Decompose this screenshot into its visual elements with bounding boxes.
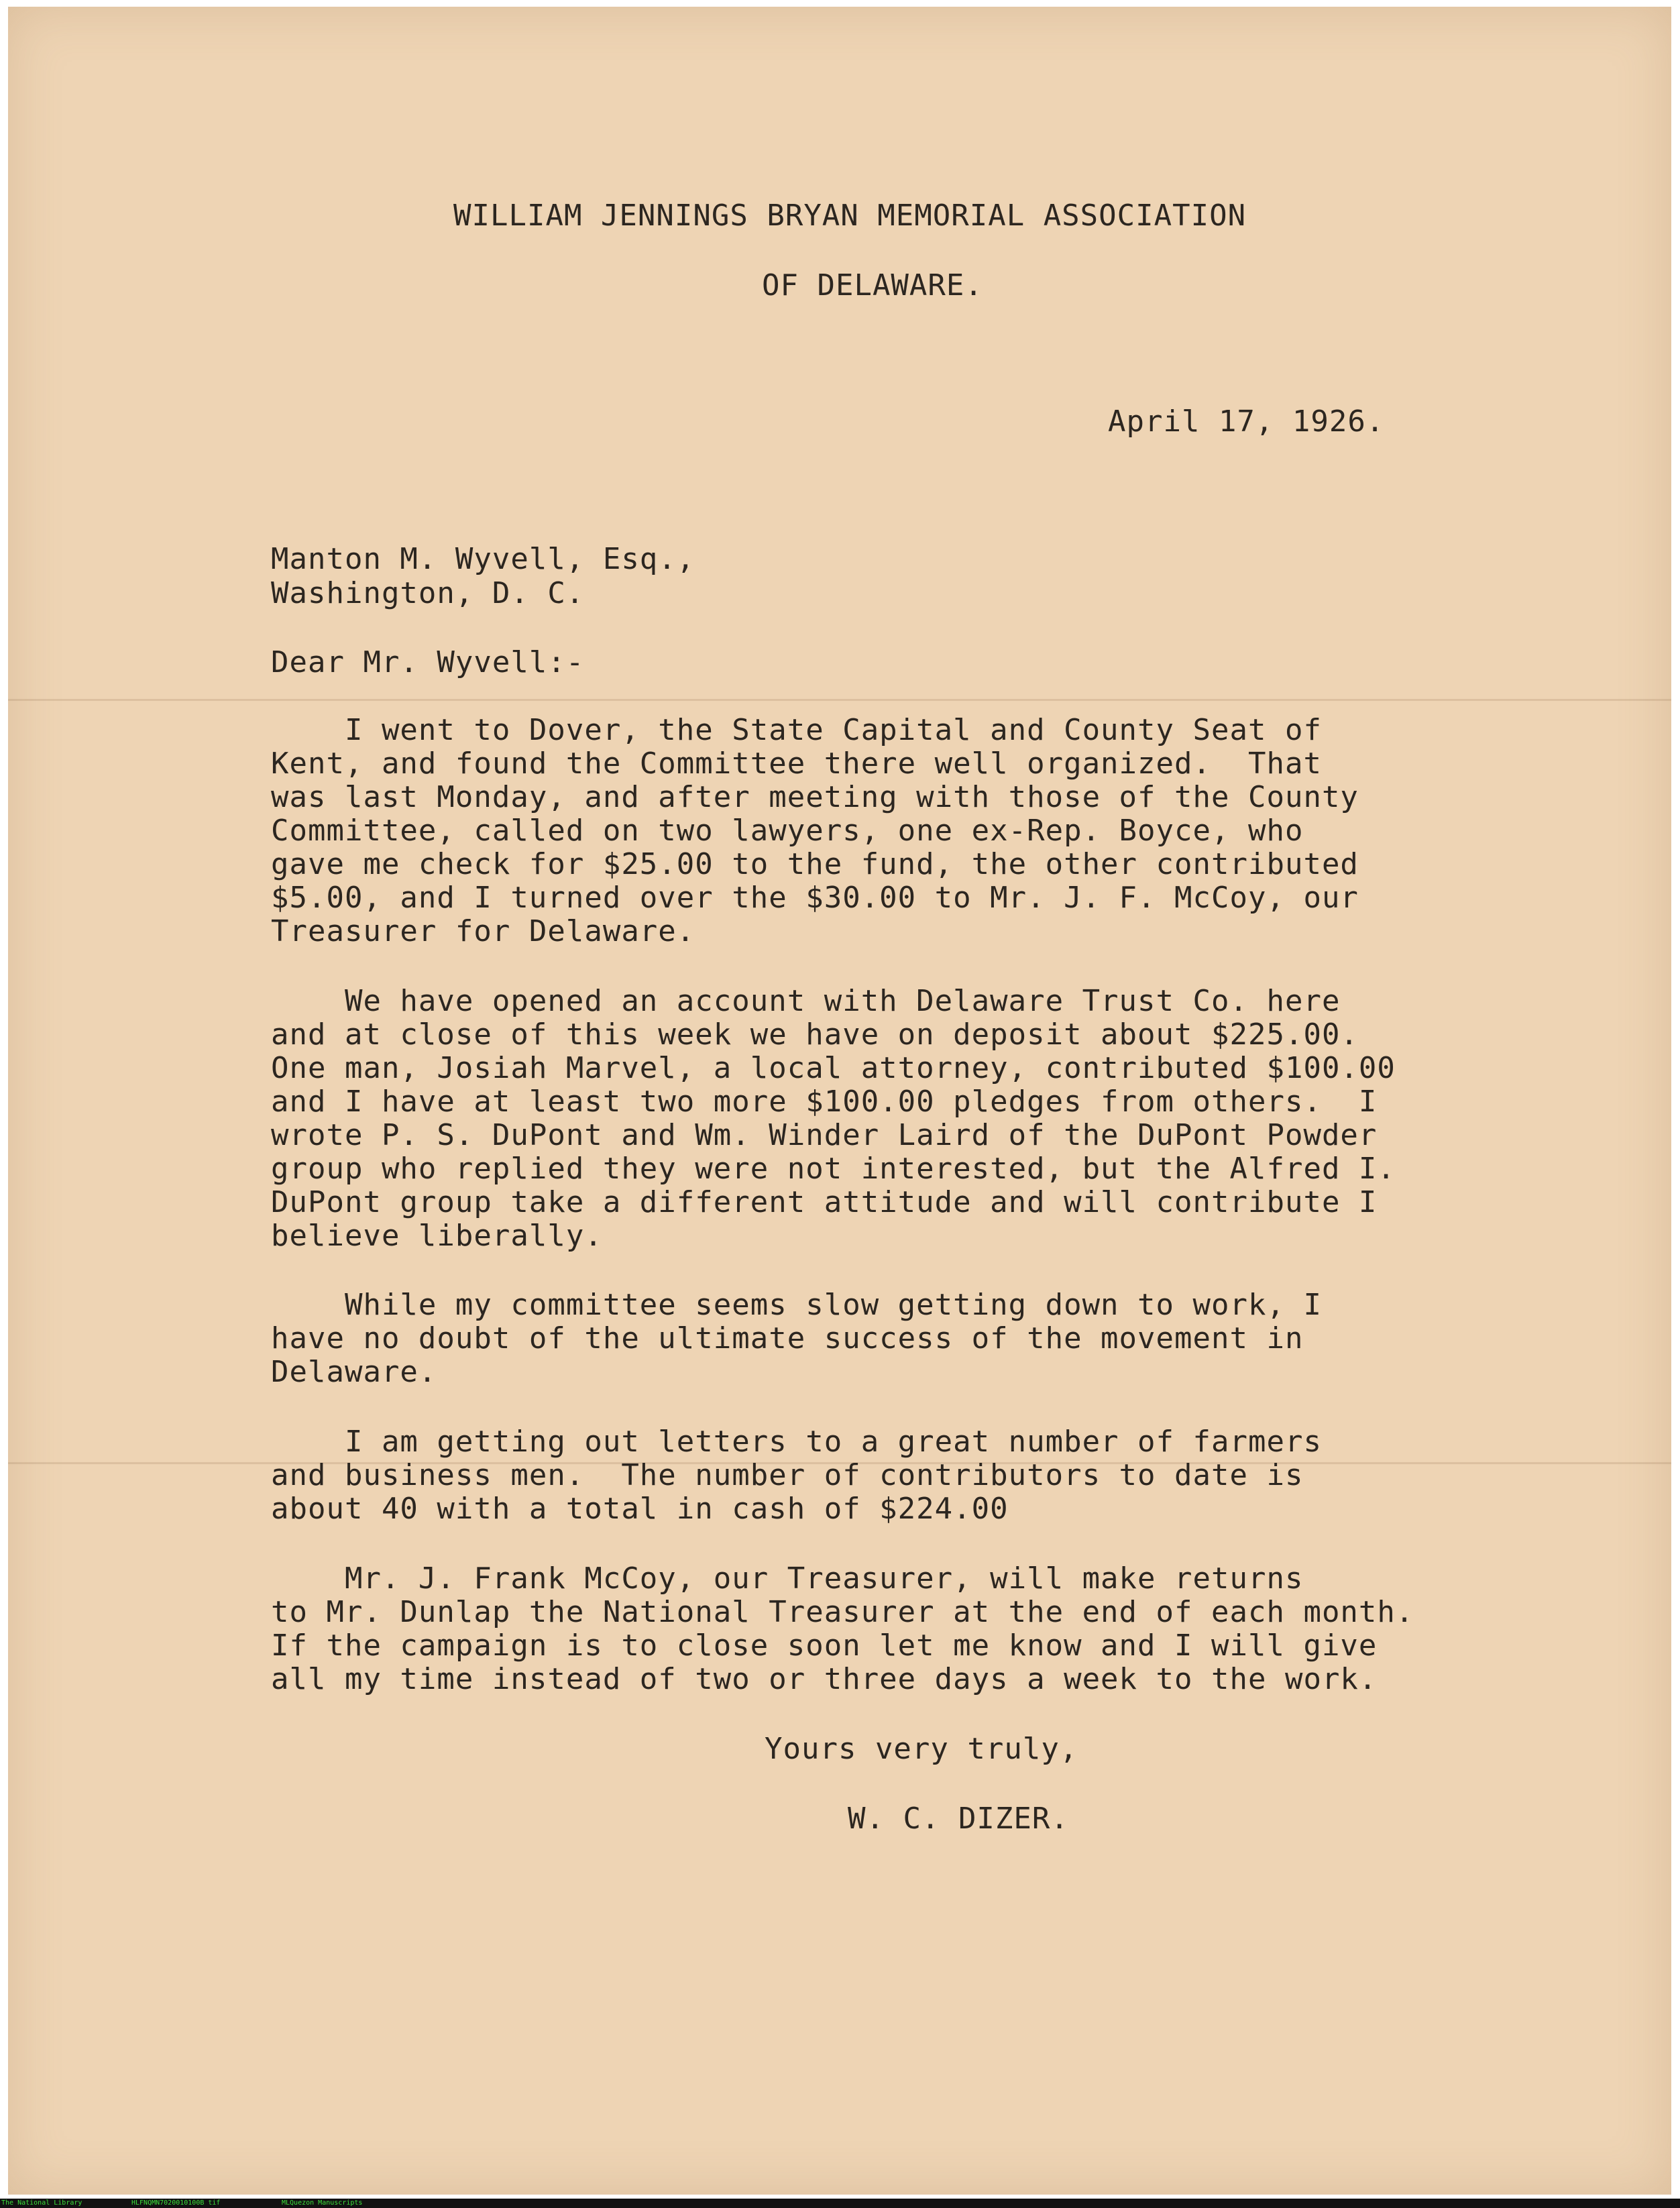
letter-page: [8, 7, 1671, 2195]
body-line: about 40 with a total in cash of $224.00: [271, 1492, 1009, 1526]
paper-fold: [8, 699, 1671, 701]
body-line: wrote P. S. DuPont and Wm. Winder Laird of the DuPont Powder: [271, 1118, 1378, 1152]
body-line: Treasurer for Delaware.: [271, 914, 695, 948]
body-line: Kent, and found the Committee there well organized. That: [271, 747, 1322, 781]
footer-collection: MLQuezon Manuscripts: [282, 2199, 363, 2207]
letterhead-line-2: OF DELAWARE.: [762, 268, 983, 302]
body-line: I went to Dover, the State Capital and County Seat of: [271, 713, 1322, 747]
body-line: all my time instead of two or three days a week to the work.: [271, 1662, 1378, 1696]
body-line: $5.00, and I turned over the $30.00 to Mr. J. F. McCoy, our: [271, 881, 1359, 915]
body-line: and at close of this week we have on deposit about $225.00.: [271, 1017, 1359, 1052]
closing: Yours very truly,: [765, 1732, 1078, 1766]
body-line: DuPont group take a different attitude and will contribute I: [271, 1185, 1378, 1219]
body-line: If the campaign is to close soon let me know and I will give: [271, 1629, 1378, 1663]
body-line: have no doubt of the ultimate success of the movement in: [271, 1321, 1304, 1356]
body-line: Committee, called on two lawyers, one ex-Rep. Boyce, who: [271, 814, 1304, 848]
recipient-address: Washington, D. C.: [271, 576, 585, 610]
signature: W. C. DIZER.: [848, 1802, 1069, 1836]
body-line: While my committee seems slow getting down to work, I: [271, 1288, 1322, 1322]
body-line: was last Monday, and after meeting with those of the County: [271, 780, 1359, 814]
body-line: One man, Josiah Marvel, a local attorney, contributed $100.00: [271, 1051, 1396, 1085]
body-line: I am getting out letters to a great number of farmers: [271, 1425, 1322, 1459]
salutation: Dear Mr. Wyvell:-: [271, 645, 585, 679]
archive-footer-bar: [0, 2199, 1680, 2208]
body-line: group who replied they were not interested, but the Alfred I.: [271, 1152, 1396, 1186]
body-line: gave me check for $25.00 to the fund, the other contributed: [271, 847, 1359, 881]
footer-library: The National Library: [1, 2199, 82, 2207]
footer-filename: HLFNQMN7020010100B tif: [131, 2199, 221, 2207]
body-line: to Mr. Dunlap the National Treasurer at the end of each month.: [271, 1595, 1414, 1629]
body-line: believe liberally.: [271, 1219, 603, 1253]
body-line: We have opened an account with Delaware Trust Co. here: [271, 984, 1341, 1018]
body-line: and business men. The number of contributors to date is: [271, 1458, 1304, 1492]
body-line: Mr. J. Frank McCoy, our Treasurer, will make returns: [271, 1561, 1304, 1596]
body-line: Delaware.: [271, 1355, 437, 1389]
letterhead-line-1: WILLIAM JENNINGS BRYAN MEMORIAL ASSOCIATION: [453, 199, 1247, 233]
recipient-name: Manton M. Wyvell, Esq.,: [271, 542, 695, 576]
letter-date: April 17, 1926.: [1108, 404, 1385, 439]
body-line: and I have at least two more $100.00 pledges from others. I: [271, 1085, 1378, 1119]
